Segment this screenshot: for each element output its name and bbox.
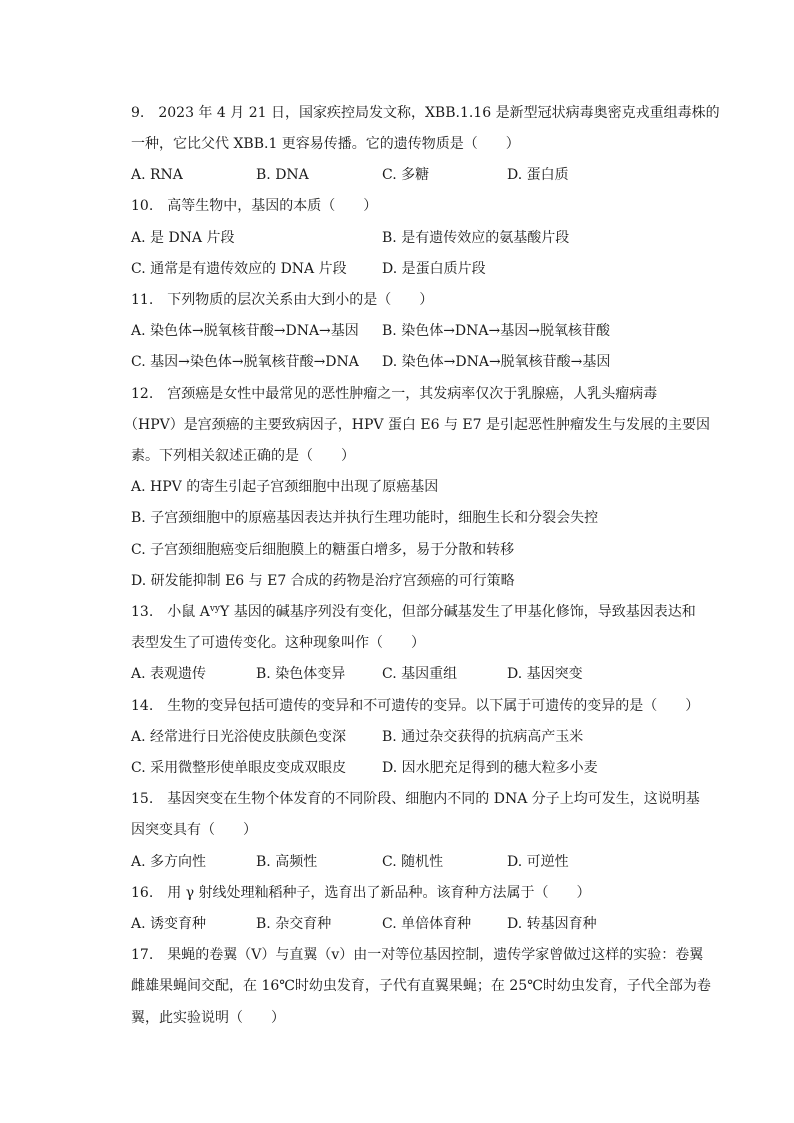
q17-stem-line-1: 17. 果蝇的卷翼（V）与直翼（v）由一对等位基因控制，遗传学家曾做过这样的实验：卷翼 (131, 947, 704, 963)
q12-option-b: B. 子宫颈细胞中的原癌基因表达并执行生理功能时，细胞生长和分裂会失控 (131, 510, 599, 526)
q12-option-a: A. HPV 的寄生引起子宫颈细胞中出现了原癌基因 (131, 479, 439, 495)
q9-option-d: D. 蛋白质 (507, 167, 569, 183)
q11-stem: 11. 下列物质的层次关系由大到小的是（ ） (131, 292, 434, 308)
q9-option-a: A. RNA (131, 167, 183, 183)
q17-stem-line-2: 雌雄果蝇间交配，在 16℃时幼虫发育，子代有直翼果蝇；在 25℃时幼虫发育，子代全部为卷 (131, 978, 711, 994)
q13-stem-line-2: 表型发生了可遗传变化。这种现象叫作（ ） (131, 635, 425, 651)
q9-stem-line-2: 一种，它比父代 XBB.1 更容易传播。它的遗传物质是（ ） (131, 136, 520, 152)
q10-stem: 10. 高等生物中，基因的本质（ ） (131, 198, 378, 214)
q13-stem-rest: Y 基因的碱基序列没有变化，但部分碱基发生了甲基化修饰，导致基因表达和 (220, 604, 696, 620)
q16-option-a: A. 诱变育种 (131, 916, 207, 932)
q12-stem-line-2: （HPV）是宫颈癌的主要致病因子，HPV 蛋白 E6 与 E7 是引起恶性肿瘤发生与发展的主要因 (124, 417, 710, 433)
q15-option-d: D. 可逆性 (507, 854, 569, 870)
q16-stem: 16. 用 γ 射线处理籼稻种子，选育出了新品种。该育种方法属于（ ） (131, 885, 591, 901)
q10-option-b: B. 是有遗传效应的氨基酸片段 (382, 230, 570, 246)
q12-stem-line-3: 素。下列相关叙述正确的是（ ） (131, 448, 355, 464)
q15-option-b: B. 高频性 (256, 854, 318, 870)
q15-option-a: A. 多方向性 (131, 854, 207, 870)
q16-option-b: B. 杂交育种 (256, 916, 332, 932)
q13-option-c: C. 基因重组 (382, 666, 458, 682)
q13-option-b: B. 染色体变异 (256, 666, 346, 682)
q13-option-d: D. 基因突变 (507, 666, 583, 682)
q10-option-a: A. 是 DNA 片段 (131, 230, 235, 246)
q9-option-c: C. 多糖 (382, 167, 430, 183)
q14-option-d: D. 因水肥充足得到的穗大粒多小麦 (382, 760, 598, 776)
q13-superscript: vy (209, 604, 220, 614)
q12-option-c: C. 子宫颈细胞癌变后细胞膜上的糖蛋白增多，易于分散和转移 (131, 542, 515, 558)
q14-option-c: C. 采用微整形使单眼皮变成双眼皮 (131, 760, 347, 776)
q11-option-c: C. 基因→染色体→脱氧核苷酸→DNA (131, 354, 359, 370)
q15-stem-line-2: 因突变具有（ ） (131, 822, 257, 838)
q15-stem-line-1: 15. 基因突变在生物个体发育的不同阶段、细胞内不同的 DNA 分子上均可发生，这说明基 (131, 791, 700, 807)
q13-stem-line-1 (131, 602, 696, 622)
q12-option-d: D. 研发能抑制 E6 与 E7 合成的药物是治疗宫颈癌的可行策略 (131, 573, 515, 589)
q9-stem-line-1: 9. 2023 年 4 月 21 日，国家疾控局发文称，XBB.1.16 是新型冠状病毒奥密克戎重组毒株的 (131, 105, 720, 121)
q16-option-d: D. 转基因育种 (507, 916, 597, 932)
q12-stem-line-1: 12. 宫颈癌是女性中最常见的恶性肿瘤之一，其发病率仅次于乳腺癌，人乳头瘤病毒 (131, 386, 658, 402)
q11-option-d: D. 染色体→DNA→脱氧核苷酸→基因 (382, 354, 611, 370)
q11-option-b: B. 染色体→DNA→基因→脱氧核苷酸 (382, 323, 610, 339)
q16-option-c: C. 单倍体育种 (382, 916, 472, 932)
q13-stem-prefix: 13. 小鼠 A (131, 604, 210, 620)
q14-option-a: A. 经常进行日光浴使皮肤颜色变深 (131, 729, 347, 745)
q14-option-b: B. 通过杂交获得的抗病高产玉米 (382, 729, 584, 745)
q13-option-a: A. 表观遗传 (131, 666, 207, 682)
q10-option-c: C. 通常是有遗传效应的 DNA 片段 (131, 261, 347, 277)
q11-option-a: A. 染色体→脱氧核苷酸→DNA→基因 (131, 323, 359, 339)
q9-option-b: B. DNA (256, 167, 309, 183)
q14-stem: 14. 生物的变异包括可遗传的变异和不可遗传的变异。以下属于可遗传的变异的是（ ） (131, 698, 700, 714)
q17-stem-line-3: 翼，此实验说明（ ） (131, 1010, 285, 1026)
q10-option-d: D. 是蛋白质片段 (382, 261, 486, 277)
q15-option-c: C. 随机性 (382, 854, 444, 870)
